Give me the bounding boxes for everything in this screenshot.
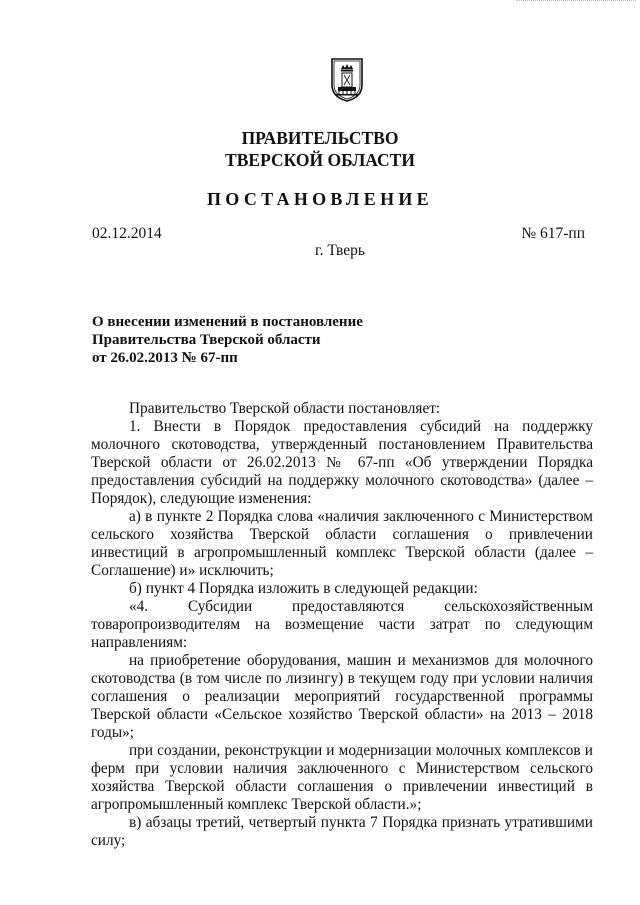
- body-paragraph: «4. Субсидии предоставляются сельскохозяйственным товаропроизводителям на возмещение части затрат по следующим направлениям:: [91, 598, 593, 651]
- scan-corner-mark: [516, 0, 636, 3]
- document-city: г. Тверь: [315, 242, 365, 259]
- subject-line-1: О внесении изменений в постановление: [92, 314, 363, 330]
- body-paragraph: Правительство Тверской области постановляет:: [129, 400, 441, 417]
- document-body: [91, 400, 593, 850]
- body-paragraph: на приобретение оборудования, машин и механизмов для молочного скотоводства (в том числе по лизингу) в текущем году при условии наличия соглашения о реализации мероприятий государственной программы Тверской области «Сельское хозяйство Тверской области» на 2013 – 2018 годы»;: [91, 652, 593, 741]
- subject-line-3: от 26.02.2013 № 67-пп: [92, 350, 238, 366]
- body-paragraph: при создании, реконструкции и модернизации молочных комплексов и ферм при условии наличия заключенного с Министерством сельского хозяйства Тверской области соглашения о привлечении инвестиций в агропромышленный комплекс Тверской области.»;: [91, 742, 593, 813]
- coat-of-arms-icon: [330, 57, 364, 103]
- org-line-2: ТВЕРСКОЙ ОБЛАСТИ: [225, 150, 415, 170]
- body-paragraph: в) абзацы третий, четвертый пункта 7 Порядка признать утратившими силу;: [91, 814, 593, 849]
- document-type: ПОСТАНОВЛЕНИЕ: [207, 189, 433, 209]
- body-paragraph: 1. Внести в Порядок предоставления субсидий на поддержку молочного скотоводства, утвержденный постановлением Правительства Тверской области от 26.02.2013 № 67-пп «Об утверждении Порядка предоставления субсидий на поддержку молочного скотоводства» (далее – Порядок), следующие изменения:: [91, 418, 593, 507]
- body-paragraph: б) пункт 4 Порядка изложить в следующей редакции:: [129, 580, 478, 597]
- org-line-1: ПРАВИТЕЛЬСТВО: [241, 128, 399, 148]
- subject-line-2: Правительства Тверской области: [92, 332, 321, 348]
- document-subject: [92, 313, 412, 367]
- document-date: 02.12.2014: [92, 225, 162, 242]
- government-name: [0, 127, 640, 171]
- body-paragraph: а) в пункте 2 Порядка слова «наличия заключенного с Министерством сельского хозяйства Тверской области соглашения о привлечении инвестиций в агропромышленный комплекс Тверской области (далее – Соглашение) и» исключить;: [91, 508, 593, 579]
- document-number: № 617-пп: [521, 225, 585, 242]
